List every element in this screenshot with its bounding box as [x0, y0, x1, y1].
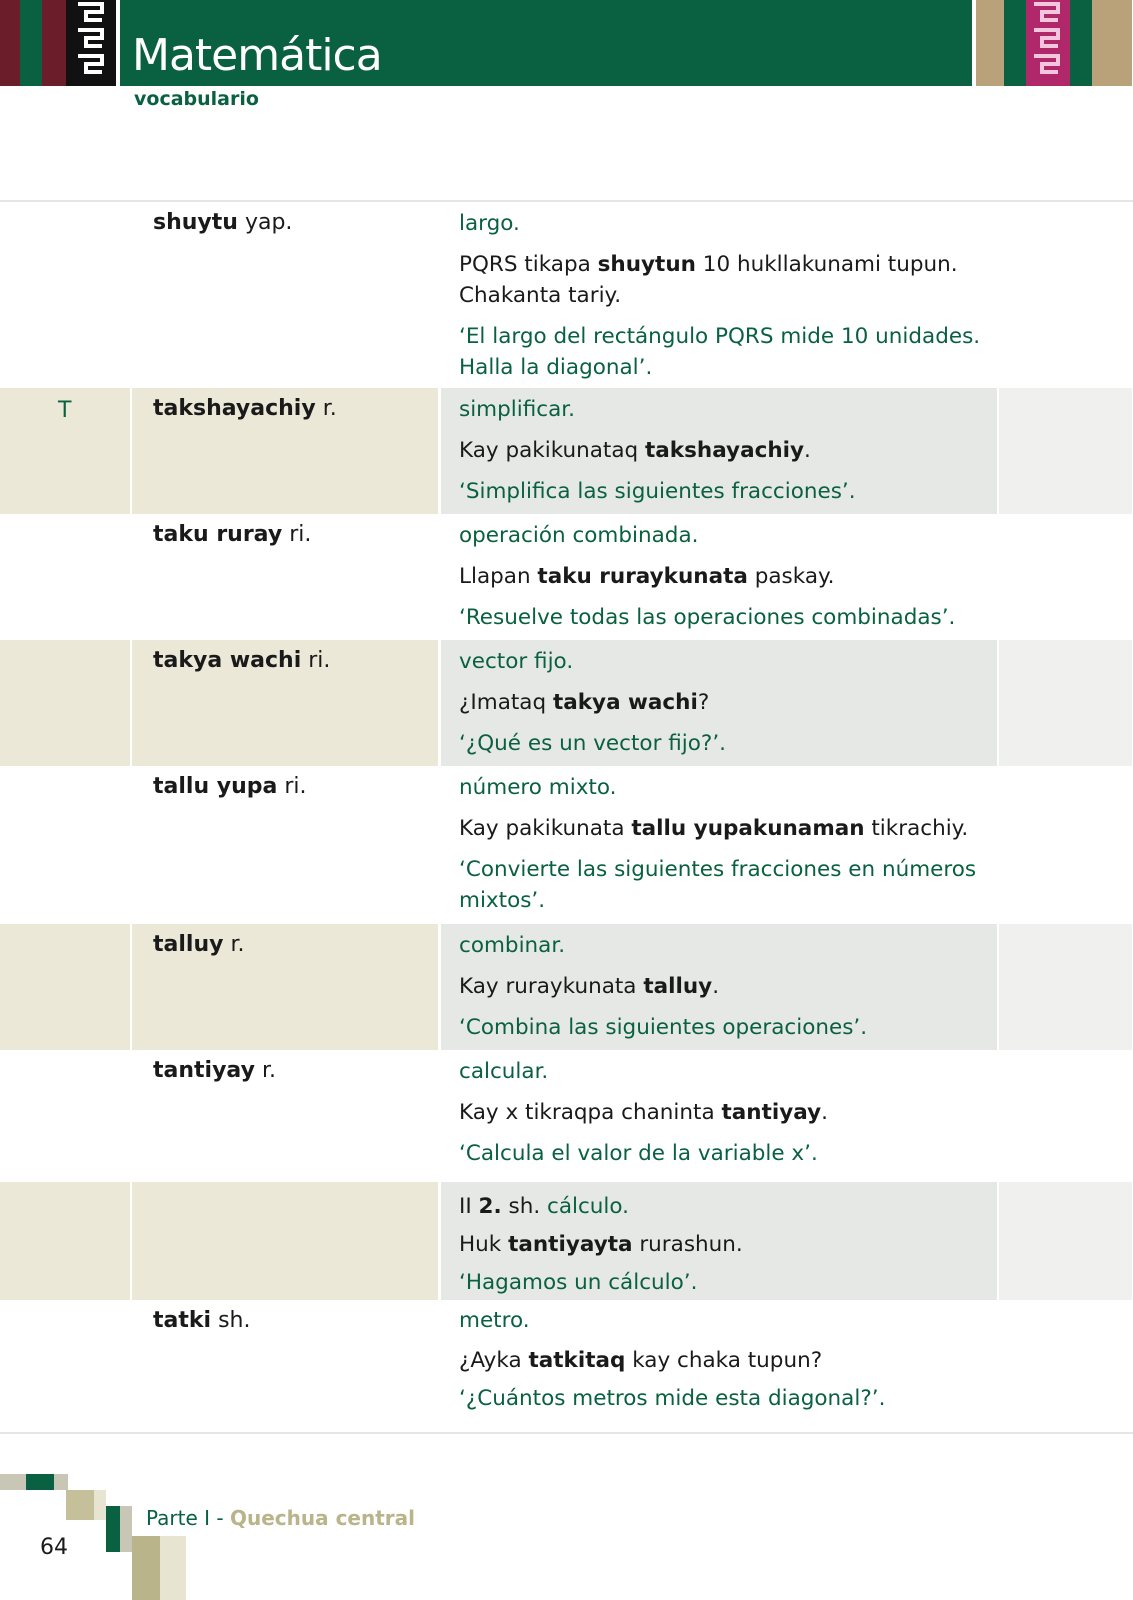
entry-example: ¿Ayka tatkitaq kay chaka tupun?	[459, 1348, 823, 1373]
entry-meaning: simplificar.	[459, 397, 575, 422]
weave-pattern-icon	[1026, 0, 1070, 86]
entry-row	[0, 1050, 1133, 1182]
entry-example: PQRS tikapa shuytun 10 hukllakunami tupun. Chakanta tariy.	[459, 252, 958, 308]
footer-block	[132, 1536, 160, 1600]
footer-block	[160, 1536, 186, 1600]
header-stripe	[976, 0, 1004, 86]
entry-row	[0, 514, 1133, 640]
footer-block	[26, 1474, 54, 1490]
entry-translation: ‘Hagamos un cálculo’.	[459, 1270, 698, 1295]
entry-meaning: vector fijo.	[459, 649, 574, 674]
entry-term: takshayachiy r.	[153, 396, 337, 421]
header-stripe	[1070, 0, 1092, 86]
entry-row	[0, 388, 1133, 514]
footer-block	[106, 1506, 120, 1552]
weave-pattern-icon	[66, 0, 116, 86]
page-title: Matemática	[132, 30, 382, 81]
section-letter: T	[58, 398, 72, 423]
entry-meaning: número mixto.	[459, 775, 617, 800]
entry-term: tantiyay r.	[153, 1058, 276, 1083]
footer-block	[120, 1506, 132, 1552]
entry-translation: ‘Calcula el valor de la variable x’.	[459, 1141, 818, 1166]
entry-row	[0, 202, 1133, 388]
entry-example: Kay ruraykunata talluy.	[459, 974, 720, 999]
entry-term: taku ruray ri.	[153, 522, 312, 547]
entry-row	[0, 1182, 1133, 1300]
footer-part-label: Parte I - Quechua central	[146, 1506, 416, 1530]
header-stripe	[0, 0, 20, 86]
header-stripe	[20, 0, 42, 86]
entry-translation: ‘Simplifica las siguientes fracciones’.	[459, 479, 856, 504]
entry-row	[0, 924, 1133, 1050]
footer-block	[54, 1474, 68, 1490]
entry-term: shuytu yap.	[153, 210, 293, 235]
page-subtitle: vocabulario	[134, 88, 259, 110]
entry-term: tatki sh.	[153, 1308, 251, 1333]
entry-term: tallu yupa ri.	[153, 774, 307, 799]
entry-meaning: largo.	[459, 211, 520, 236]
entry-term: takya wachi ri.	[153, 648, 331, 673]
footer-block	[94, 1490, 106, 1520]
entry-meaning: operación combinada.	[459, 523, 699, 548]
entry-term: talluy r.	[153, 932, 245, 957]
entry-row	[0, 640, 1133, 766]
entry-translation: ‘¿Qué es un vector fijo?’.	[459, 731, 726, 756]
entry-translation: ‘El largo del rectángulo PQRS mide 10 unidades. Halla la diagonal’.	[459, 324, 981, 380]
entry-translation: ‘Resuelve todas las operaciones combinadas’.	[459, 605, 956, 630]
entry-row	[0, 1300, 1133, 1430]
entry-meaning: calcular.	[459, 1059, 549, 1084]
entry-example: ¿Imataq takya wachi?	[459, 690, 710, 715]
entry-meaning: metro.	[459, 1308, 530, 1333]
entry-example: Kay x tikraqpa chaninta tantiyay.	[459, 1100, 828, 1125]
entry-example: Huk tantiyayta rurashun.	[459, 1232, 743, 1257]
table-bottom-rule	[0, 1432, 1133, 1434]
footer-block	[0, 1474, 26, 1490]
header-stripe	[1004, 0, 1026, 86]
entry-meaning: combinar.	[459, 933, 566, 958]
entry-meaning: II 2. sh. cálculo.	[459, 1194, 630, 1219]
footer-block	[66, 1490, 94, 1520]
entry-translation: ‘Convierte las siguientes fracciones en números mixtos’.	[459, 857, 977, 913]
entry-row	[0, 766, 1133, 924]
header-stripe	[1092, 0, 1132, 86]
page-number: 64	[40, 1535, 68, 1560]
header-stripe	[42, 0, 66, 86]
entry-translation: ‘¿Cuántos metros mide esta diagonal?’.	[459, 1386, 886, 1411]
entry-example: Kay pakikunata tallu yupakunaman tikrachiy.	[459, 816, 969, 841]
entry-example: Kay pakikunataq takshayachiy.	[459, 438, 811, 463]
entry-translation: ‘Combina las siguientes operaciones’.	[459, 1015, 868, 1040]
entry-example: Llapan taku ruraykunata paskay.	[459, 564, 835, 589]
